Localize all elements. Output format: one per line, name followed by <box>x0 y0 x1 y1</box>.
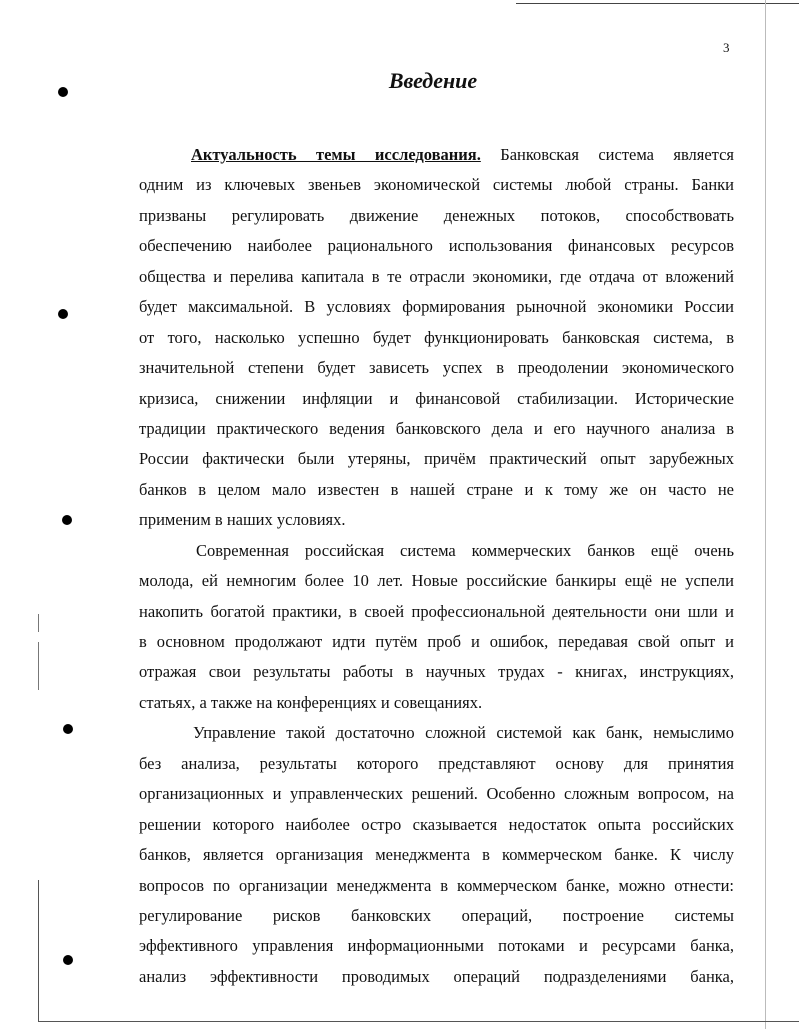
text-line: статьях, а также на конференциях и совещаниях. <box>139 692 483 712</box>
text-line: банков в целом мало известен в нашей стране и к тому же он часто не <box>139 479 734 499</box>
scan-margin-mark <box>38 642 39 690</box>
page-number: 3 <box>723 40 730 55</box>
text-line: Современная российская система коммерческих банков ещё очень <box>196 540 734 560</box>
text-line: решении которого наиболее остро сказывается недостаток опыта российских <box>139 814 734 834</box>
text-line: молода, ей немногим более 10 лет. Новые российские банкиры ещё не успели <box>139 571 734 591</box>
section-lead: Актуальность темы исследования. <box>191 145 481 164</box>
page-title: Введение <box>388 68 478 93</box>
paragraph-1-line <box>139 140 734 170</box>
punch-hole <box>63 724 73 734</box>
text-line: от того, насколько успешно будет функционировать банковская система, в <box>139 327 734 347</box>
text-line: кризиса, снижении инфляции и финансовой стабилизации. Исторические <box>139 388 734 408</box>
text-line: традиции практического ведения банковского дела и его научного анализа в <box>139 418 734 438</box>
text-line: организационных и управленческих решений. Особенно сложным вопросом, на <box>139 784 734 804</box>
text-line: накопить богатой практики, в своей профессиональной деятельности они шли и <box>139 601 734 621</box>
scan-border-bottom <box>38 1021 799 1022</box>
punch-hole <box>62 515 72 525</box>
text-line: регулирование рисков банковских операций, построение системы <box>139 905 734 925</box>
punch-hole <box>63 955 73 965</box>
scan-border-top <box>516 3 799 4</box>
text-line: обеспечению наиболее рационального использования финансовых ресурсов <box>139 236 734 256</box>
text-line: Управление такой достаточно сложной системой как банк, немыслимо <box>193 723 734 743</box>
punch-hole <box>58 309 68 319</box>
text-line: без анализа, результаты которого представляют основу для принятия <box>139 753 734 773</box>
text-line: призваны регулировать движение денежных потоков, способствовать <box>139 205 734 225</box>
text-line: анализ эффективности проводимых операций подразделениями банка, <box>139 966 734 986</box>
text-line: общества и перелива капитала в те отрасли экономики, где отдача от вложений <box>139 266 734 286</box>
text-line: России фактически были утеряны, причём практический опыт зарубежных <box>139 449 734 469</box>
text-line: применим в наших условиях. <box>139 510 346 530</box>
text-line: вопросов по организации менеджмента в коммерческом банке, можно отнести: <box>139 875 734 895</box>
scan-border-right <box>765 0 766 1029</box>
text-line: Банковская система является <box>500 145 735 164</box>
text-line: банков, является организация менеджмента в коммерческом банке. К числу <box>139 845 734 865</box>
text-line: в основном продолжают идти путём проб и ошибок, передавая свой опыт и <box>139 632 734 651</box>
text-line: эффективного управления информационными потоками и ресурсами банка, <box>139 936 734 956</box>
scan-margin-mark <box>38 614 39 632</box>
text-line: отражая свои результаты работы в научных трудах - книгах, инструкциях, <box>139 662 734 682</box>
text-line: одним из ключевых звеньев экономической системы любой страны. Банки <box>139 175 734 195</box>
body-text <box>139 140 734 992</box>
text-line: значительной степени будет зависеть успех в преодолении экономического <box>139 358 734 378</box>
scan-border-left <box>38 880 39 1022</box>
text-line: будет максимальной. В условиях формирования рыночной экономики России <box>139 297 734 317</box>
